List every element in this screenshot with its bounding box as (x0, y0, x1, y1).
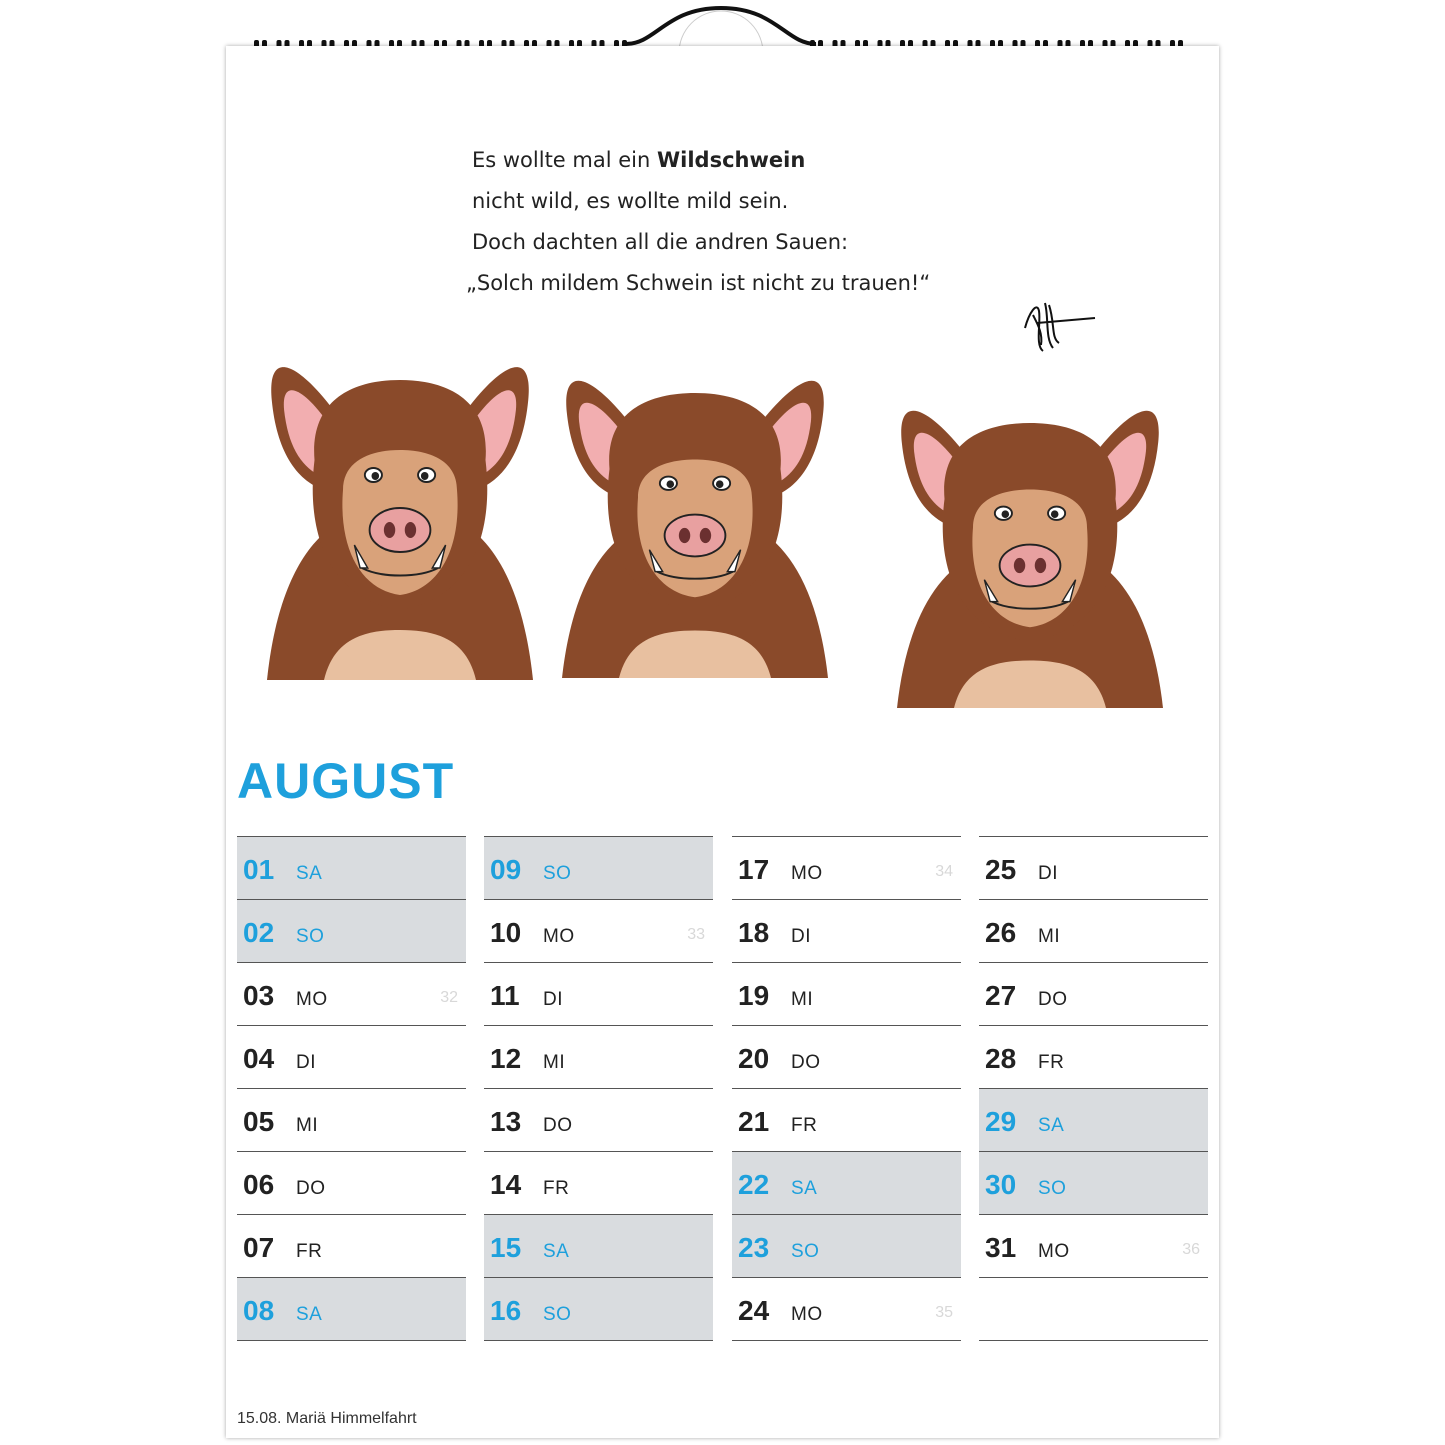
empty-cell (979, 1277, 1208, 1341)
weekday-label: MO (1038, 1241, 1070, 1262)
week-number: 35 (935, 1304, 953, 1321)
weekday-label: MI (1038, 926, 1061, 947)
weekday-label: SA (296, 863, 323, 884)
weekday-label: SA (1038, 1115, 1065, 1136)
weekday-label: DI (296, 1052, 316, 1073)
weekday-label: SA (296, 1304, 323, 1325)
month-title: AUGUST (237, 753, 455, 809)
day-number: 14 (490, 1169, 522, 1200)
day-number: 21 (738, 1106, 770, 1137)
day-number: 20 (738, 1043, 770, 1074)
day-cell (979, 836, 1208, 899)
day-cell (979, 899, 1208, 962)
day-number: 01 (243, 854, 275, 885)
weekday-label: SA (543, 1241, 570, 1262)
weekday-label: FR (791, 1115, 818, 1136)
weekday-label: MO (543, 926, 575, 947)
weekday-label: SO (543, 863, 572, 884)
poem (466, 140, 1032, 304)
day-number: 29 (985, 1106, 1017, 1137)
weekday-label: MO (296, 989, 328, 1010)
boar-mild-center (562, 381, 828, 678)
week-number: 33 (687, 926, 705, 943)
day-number: 28 (985, 1043, 1017, 1074)
weekday-label: MO (791, 863, 823, 884)
day-number: 25 (985, 854, 1017, 885)
poem-line-1 (472, 140, 1032, 181)
weekday-label: SO (1038, 1178, 1067, 1199)
poem-line-4: „Solch mildem Schwein ist nicht zu trauen!“ (466, 271, 931, 295)
day-cell (732, 962, 961, 1025)
day-cell (484, 1025, 713, 1088)
day-number: 23 (738, 1232, 770, 1263)
day-number: 19 (738, 980, 770, 1011)
day-number: 24 (738, 1295, 770, 1326)
poem-bold-word: Wildschwein (656, 148, 806, 172)
day-cell (484, 836, 713, 899)
weekday-label: FR (296, 1241, 323, 1262)
day-cell (732, 899, 961, 962)
weekday-label: DI (1038, 863, 1058, 884)
day-cell (732, 836, 961, 899)
weekday-label: SO (296, 926, 325, 947)
day-cell (237, 1151, 466, 1214)
day-cell (732, 1214, 961, 1277)
boar-angry-right (897, 411, 1163, 708)
week-number: 36 (1182, 1241, 1200, 1258)
weekday-label: SO (543, 1304, 572, 1325)
weekday-label: SA (791, 1178, 818, 1199)
day-cell (237, 836, 466, 899)
day-number: 31 (985, 1232, 1017, 1263)
day-number: 26 (985, 917, 1017, 948)
day-number: 18 (738, 917, 770, 948)
weekday-label: FR (543, 1178, 570, 1199)
weekday-label: DI (791, 926, 811, 947)
day-cell (979, 962, 1208, 1025)
day-number: 16 (490, 1295, 522, 1326)
day-cell (732, 1025, 961, 1088)
day-number: 02 (243, 917, 275, 948)
day-number: 06 (243, 1169, 275, 1200)
calendar-column (979, 836, 1208, 1341)
weekday-label: FR (1038, 1052, 1065, 1073)
weekday-label: MO (791, 1304, 823, 1325)
day-cell (237, 1214, 466, 1277)
week-number: 34 (935, 863, 953, 880)
poem-line-2: nicht wild, es wollte mild sein. (472, 189, 789, 213)
day-cell (237, 899, 466, 962)
holiday-note: 15.08. Mariä Himmelfahrt (237, 1410, 417, 1427)
poem-line-3: Doch dachten all die andren Sauen: (472, 230, 849, 254)
day-number: 30 (985, 1169, 1017, 1200)
day-number: 10 (490, 917, 522, 948)
weekday-label: DI (543, 989, 563, 1010)
calendar-column (484, 836, 713, 1341)
weekday-label: SO (791, 1241, 820, 1262)
day-cell (979, 1151, 1208, 1214)
day-cell (484, 899, 713, 962)
day-number: 17 (738, 854, 770, 885)
day-number: 12 (490, 1043, 522, 1074)
wild-boar-illustration (250, 330, 1190, 720)
day-cell (979, 1025, 1208, 1088)
day-number: 08 (243, 1295, 275, 1326)
day-number: 15 (490, 1232, 522, 1263)
week-number: 32 (440, 989, 458, 1006)
day-cell (979, 1088, 1208, 1151)
calendar-column (237, 836, 466, 1341)
day-number: 07 (243, 1232, 275, 1263)
weekday-label: DO (791, 1052, 821, 1073)
day-number: 27 (985, 980, 1017, 1011)
day-cell (484, 1151, 713, 1214)
day-number: 13 (490, 1106, 522, 1137)
day-cell (237, 1025, 466, 1088)
poem-line-1-text: Es wollte mal ein (472, 148, 657, 172)
weekday-label: MI (543, 1052, 566, 1073)
day-number: 22 (738, 1169, 770, 1200)
day-cell (732, 1151, 961, 1214)
weekday-label: MI (296, 1115, 319, 1136)
day-cell (237, 962, 466, 1025)
calendar-column (732, 836, 961, 1341)
day-cell (732, 1277, 961, 1341)
weekday-label: DO (543, 1115, 573, 1136)
weekday-label: MI (791, 989, 814, 1010)
day-number: 11 (490, 980, 520, 1011)
day-cell (484, 1214, 713, 1277)
day-cell (484, 1277, 713, 1341)
boar-angry-left (267, 367, 533, 680)
day-cell (484, 1088, 713, 1151)
day-cell (484, 962, 713, 1025)
day-number: 03 (243, 980, 275, 1011)
weekday-label: DO (1038, 989, 1068, 1010)
weekday-label: DO (296, 1178, 326, 1199)
day-number: 09 (490, 854, 522, 885)
day-number: 05 (243, 1106, 275, 1137)
day-cell (237, 1277, 466, 1341)
day-number: 04 (243, 1043, 275, 1074)
day-cell (237, 1088, 466, 1151)
day-cell (732, 1088, 961, 1151)
day-cell (979, 1214, 1208, 1277)
